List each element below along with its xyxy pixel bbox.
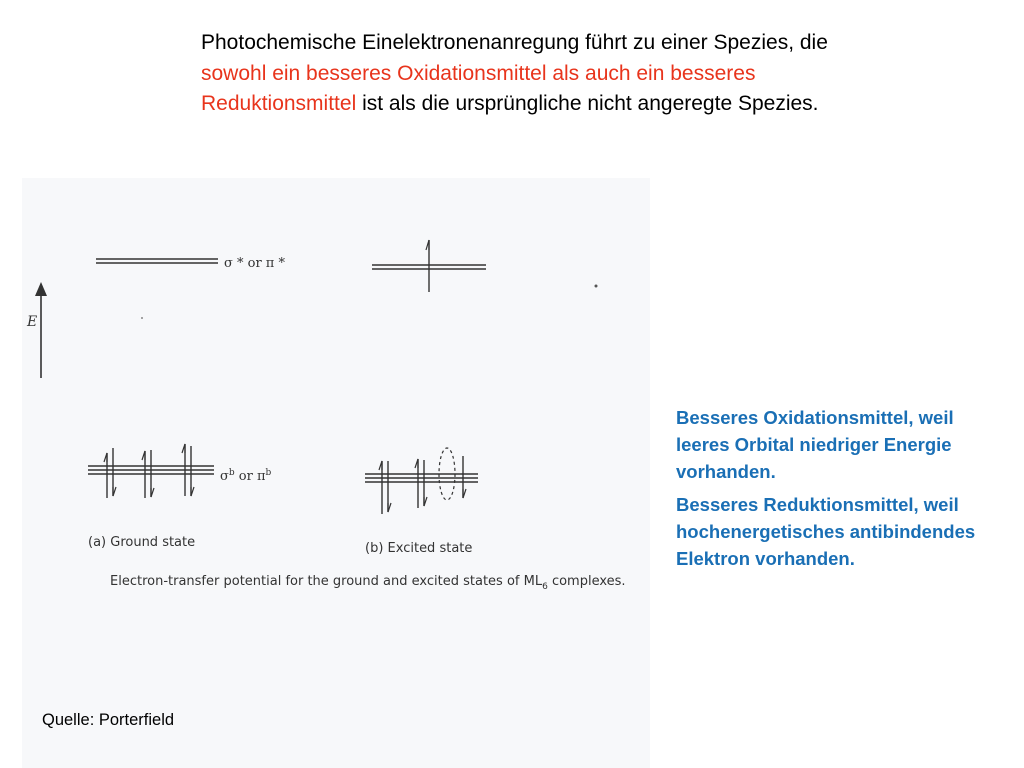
explanation-reductant: Besseres Reduktionsmittel, weil hochenergetisches antibindendes Elektron vorhanden. (676, 494, 976, 569)
scanned-mo-diagram (22, 178, 650, 768)
energy-arrow-head (35, 282, 47, 296)
lower-orbital-label: $\sigma^b$ or $\pi^b$ (220, 468, 272, 484)
energy-axis-label: E (27, 314, 38, 330)
explanation-oxidant: Besseres Oxidationsmittel, weil leeres Orbital niedriger Energie vorhanden. (676, 407, 954, 482)
excited-state-lower-orbitals (365, 448, 478, 514)
intro-part-1: Photochemische Einelektronenanregung führt zu einer Spezies, die (201, 31, 828, 54)
mo-diagram-svg (22, 178, 650, 768)
panel-a-label: (a) Ground state (88, 535, 196, 550)
intro-highlight: sowohl ein besseres Oxidationsmittel als auch ein besseres Reduktionsmittel (201, 61, 756, 115)
excited-state-upper-orbital (372, 240, 486, 292)
upper-orbital-label: σ * or π * (224, 256, 285, 271)
panel-b-label: (b) Excited state (365, 541, 473, 556)
intro-part-2: ist als die ursprüngliche nicht angeregte Spezies. (356, 92, 819, 115)
energy-axis (26, 282, 47, 378)
intro-text (201, 28, 841, 120)
figure-caption: Electron-transfer potential for the ground and excited states of $ML_6$ complexes. (110, 574, 626, 592)
explanation-box (676, 404, 996, 578)
ground-state-upper-orbital (96, 256, 285, 271)
source-citation: Quelle: Porterfield (42, 711, 175, 729)
ground-state-lower-orbitals (88, 444, 272, 498)
